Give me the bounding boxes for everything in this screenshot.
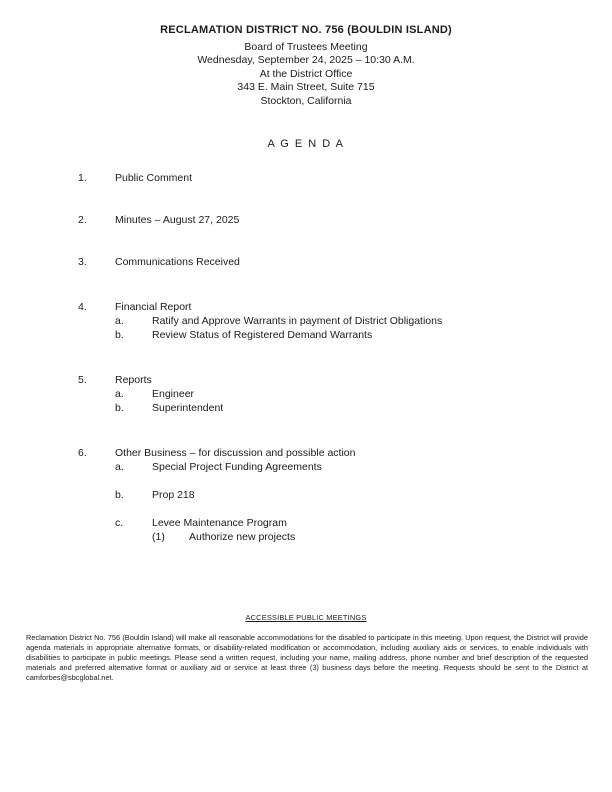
item-number: a. [115,460,124,473]
item-text: Special Project Funding Agreements [152,460,322,473]
item-number: 1. [78,171,87,184]
accessibility-heading: ACCESSIBLE PUBLIC MEETINGS [245,612,367,622]
agenda-item-6c [0,516,612,530]
item-text: Ratify and Approve Warrants in payment of District Obligations [152,314,443,327]
location-line-1: At the District Office [259,67,353,80]
agenda-item-4a [0,314,612,328]
item-number: 5. [78,373,87,386]
document-header [0,0,612,109]
item-number: 3. [78,255,87,268]
item-text: Communications Received [115,255,240,268]
agenda-item-5 [0,373,612,387]
item-number: a. [115,387,124,400]
item-number: 6. [78,446,87,459]
item-text: Other Business – for discussion and possible action [115,446,356,459]
meeting-type-line: Board of Trustees Meeting [244,40,368,53]
item-text: Public Comment [115,171,193,184]
location-line-3: Stockton, California [260,94,352,107]
agenda-item-3 [0,255,612,269]
agenda-item-5b [0,401,612,415]
item-number: b. [115,328,124,341]
agenda-item-4b [0,328,612,342]
agenda-item-6c-1 [0,530,612,544]
agenda-item-6 [0,446,612,460]
agenda-item-2 [0,213,612,227]
item-number: b. [115,488,124,501]
org-title: RECLAMATION DISTRICT NO. 756 (BOULDIN ISLAND) [160,24,452,36]
agenda-list [0,171,612,544]
item-text: Review Status of Registered Demand Warrants [152,328,373,341]
item-number: 4. [78,300,87,313]
agenda-item-6a [0,460,612,474]
item-text: Reports [115,373,152,386]
item-number: b. [115,401,124,414]
item-number: 2. [78,213,87,226]
item-text: Financial Report [115,300,192,313]
item-text: Levee Maintenance Program [152,516,287,529]
item-text: Engineer [152,387,195,400]
accessibility-paragraph: Reclamation District No. 756 (Bouldin Island) will make all reasonable accommodations for the disabled to participate in this meeting. Upon request, the District will provide agenda materials in appropriate alternative formats, or disability-related modification or accommodation, including auxiliary aids or services, to enable individuals with disabilities to participate in public meetings. Please send a written request, including your name, mailing address, phone number and brief description of the requested materials and preferred alternative format or auxiliary aid or service at least three (3) business days before the meeting. Requests should be sent to the District at camforbes@sbcglobal.net. [26,632,588,683]
agenda-title: A G E N D A [267,137,345,150]
agenda-item-1 [0,171,612,185]
agenda-item-6b [0,488,612,502]
item-text: Superintendent [152,401,224,414]
item-number: (1) [152,530,165,543]
item-text: Minutes – August 27, 2025 [115,213,240,226]
item-number: a. [115,314,124,327]
agenda-item-4 [0,300,612,314]
meeting-datetime-line: Wednesday, September 24, 2025 – 10:30 A.M. [197,54,415,67]
item-text: Authorize new projects [189,530,296,543]
location-line-2: 343 E. Main Street, Suite 715 [237,81,375,94]
agenda-item-5a [0,387,612,401]
item-text: Prop 218 [152,488,195,501]
item-number: c. [115,516,124,529]
